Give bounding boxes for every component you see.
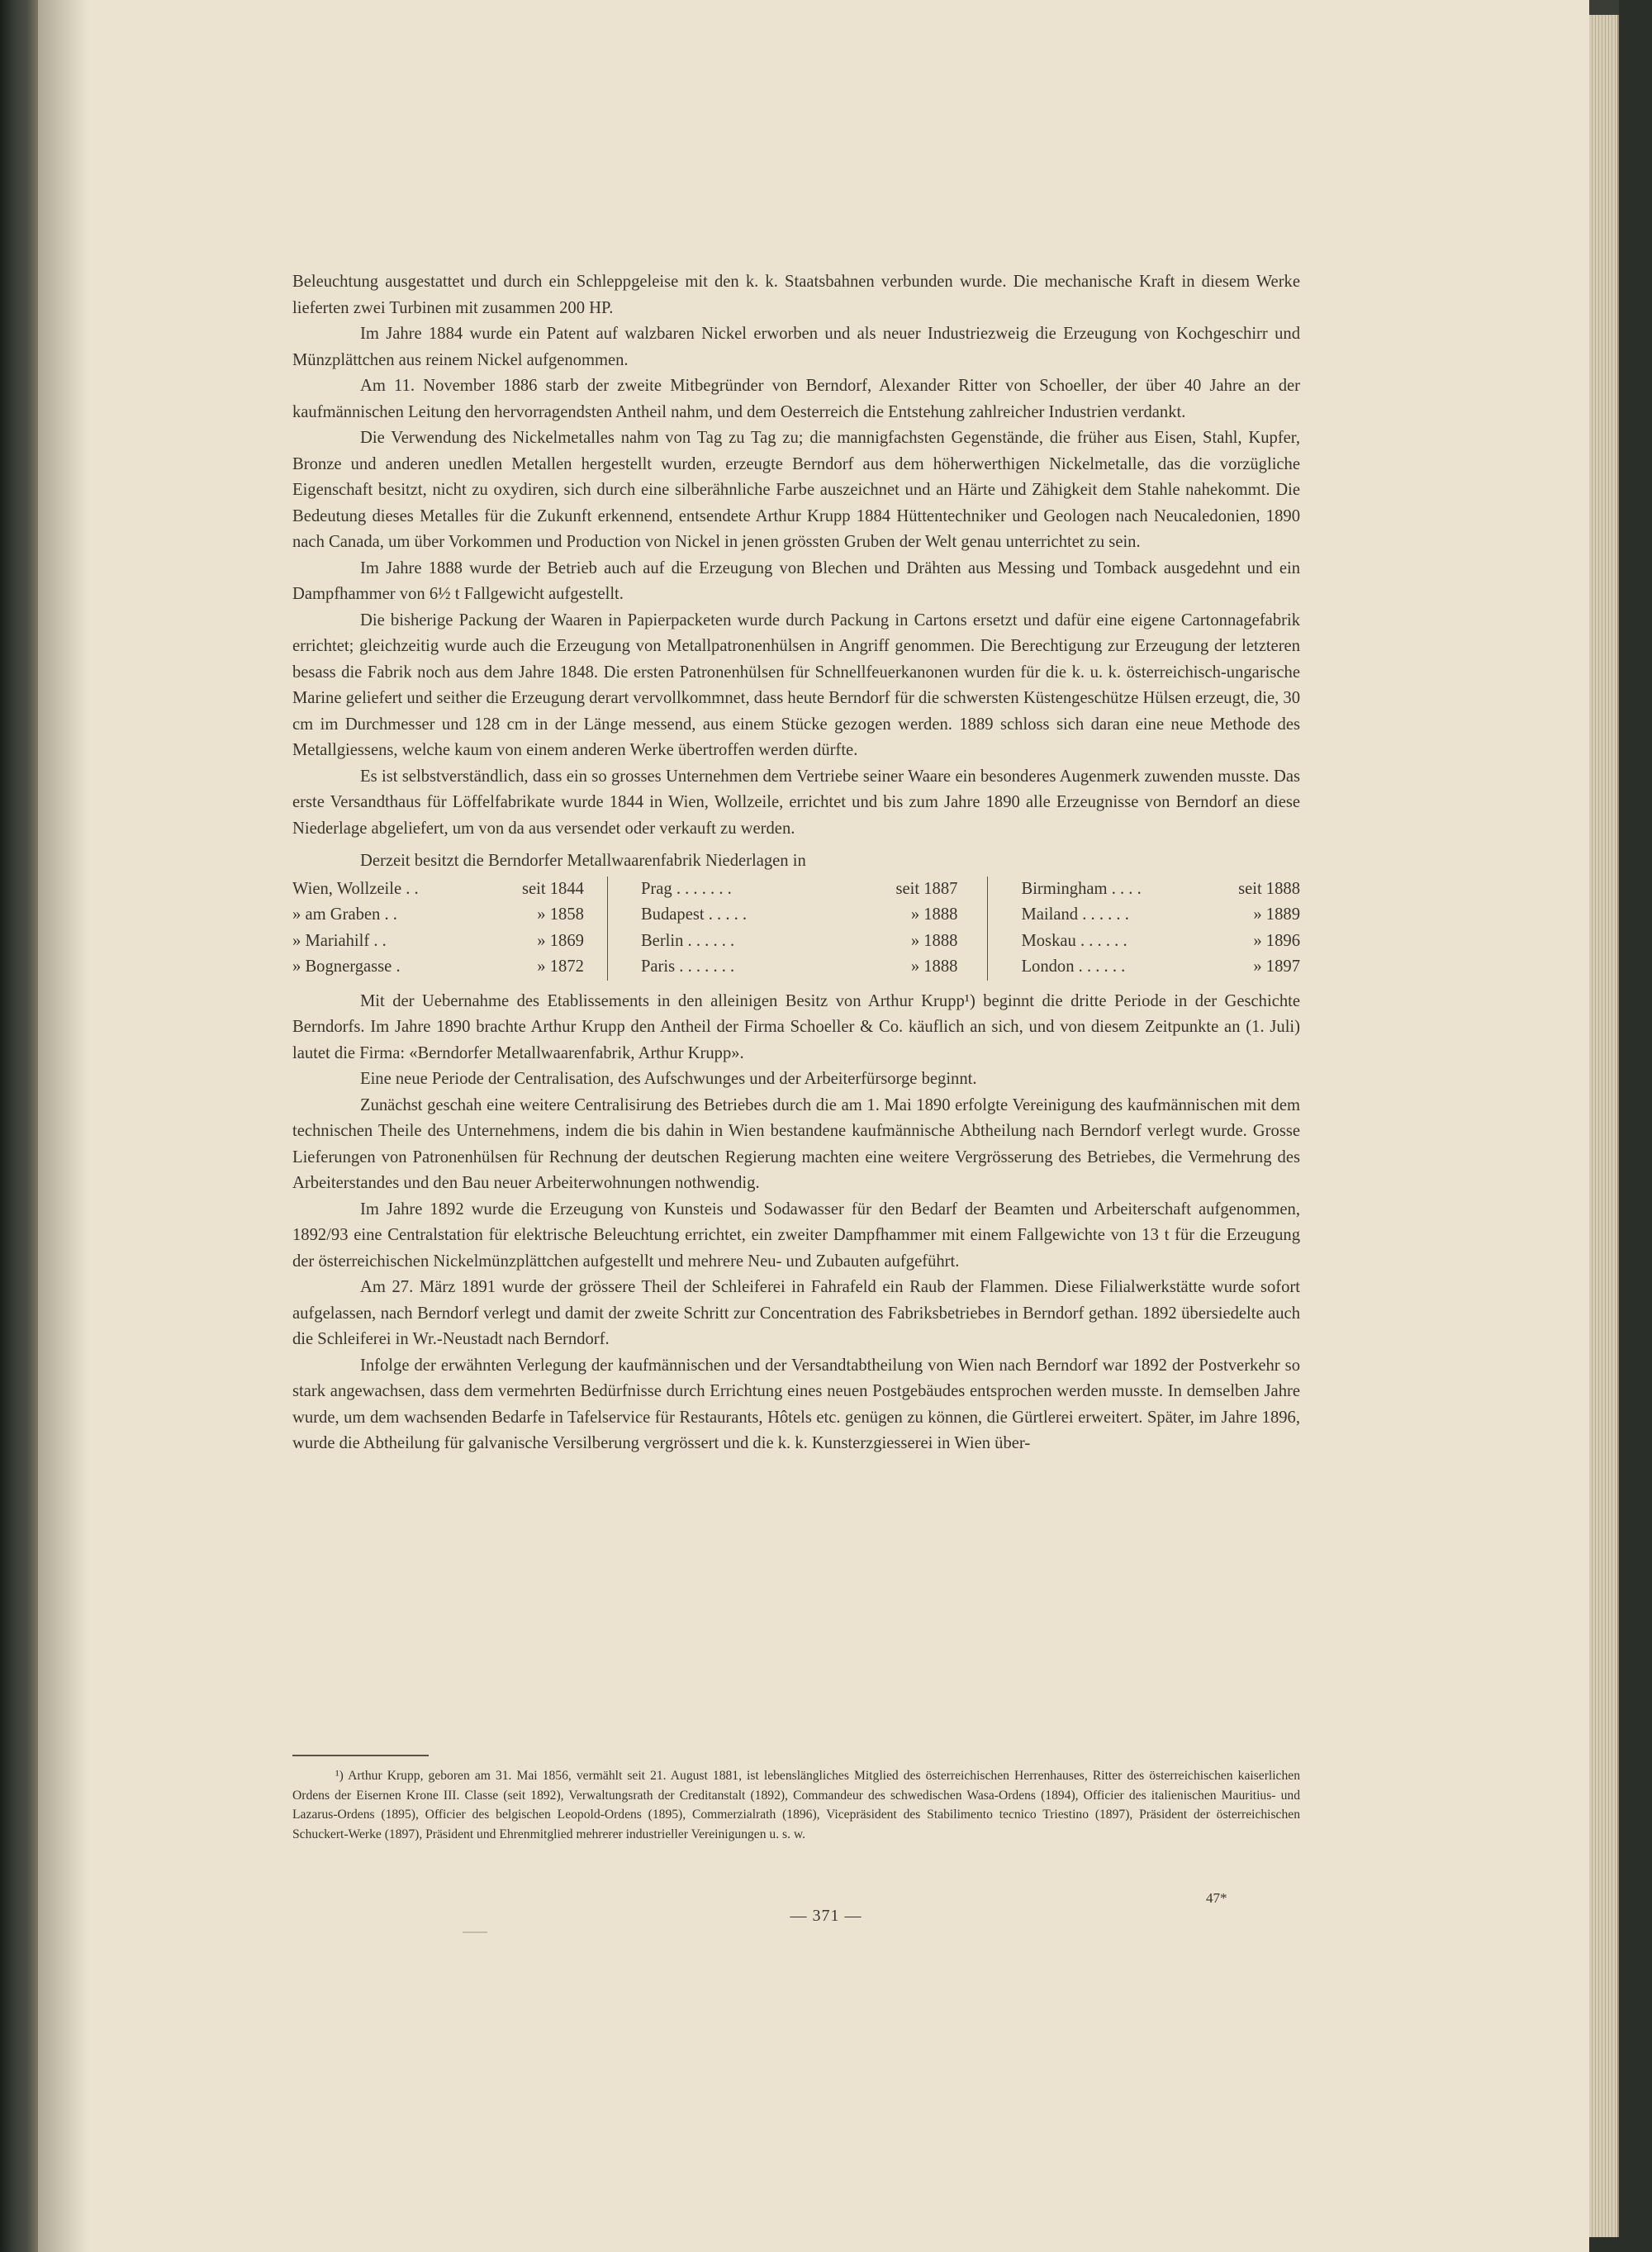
footnote-1: ¹) Arthur Krupp, geboren am 31. Mai 1856, vermählt seit 21. August 1881, ist lebenslängliches Mitglied des österreichischen Herrenhauses, Ritter des österreichischen kaiserlichen Ordens der Eisernen Krone III. Classe (seit 1892), Verwaltungsrath der Creditanstalt (1892), Commandeur des schwedischen Wasa-Ordens (1894), Officier des italienischen Mauritius- und Lazarus-Ordens (1895), Officier des belgischen Leopold-Ordens (1895), Commerzialrath (1896), Vicepräsident des Stabilimento tecnico Triestino (1897), Präsident der österreichischen Schuckert-Werke (1897), Präsident und Ehrenmitglied mehrerer industrieller Vereinigungen u. s. w.: [292, 1769, 1300, 1841]
niederlage-row: [641, 954, 988, 981]
paragraph: Am 11. November 1886 starb der zweite Mitbegründer von Berndorf, Alexander Ritter von Schoeller, der über 40 Jahre an der kaufmännischen Leitung den hervorragendsten Antheil nahm, und dem Oesterreich die Entstehung zahlreicher Industrien verdankt.: [292, 377, 1300, 421]
niederlage-row: [292, 877, 607, 903]
paragraph: Eine neue Periode der Centralisation, des Aufschwunges und der Arbeiterfürsorge beginnt.: [360, 1070, 977, 1088]
niederlage-city: Birmingham . . . .: [1021, 879, 1142, 898]
paragraph: Zunächst geschah eine weitere Centralisirung des Betriebes durch die am 1. Mai 1890 erfolgte Vereinigung des kaufmännischen mit dem technischen Theile des Unternehmens, indem die bis dahin in Wien bestandene kaufmännische Abtheilung nach Berndorf verlegt wurde. Grosse Lieferungen von Patronenhülsen für Rechnung der deutschen Regierung machten eine weitere Vergrösserung des Betriebes, die Vermehrung des Arbeiterstandes und den Bau neuer Arbeiterwohnungen nothwendig.: [292, 1095, 1300, 1192]
page-number: — 371 —: [790, 1907, 862, 1925]
niederlage-since: » 1888: [910, 957, 958, 976]
paragraph: Am 27. März 1891 wurde der grössere Theil der Schleiferei in Fahrafeld ein Raub der Flammen. Diese Filialwerkstätte wurde sofort aufgelassen, nach Berndorf verlegt und damit der zweite Schritt zur Concentration des Fabriksbetriebes in Berndorf gethan. 1892 übersiedelte auch die Schleiferei in Wr.-Neustadt nach Berndorf.: [292, 1278, 1300, 1348]
niederlage-since: » 1896: [1253, 931, 1300, 950]
paragraph: Im Jahre 1888 wurde der Betrieb auch auf die Erzeugung von Blechen und Drähten aus Messing und Tomback ausgedehnt und ein Dampfhammer von 6½ t Fallgewicht aufgestellt.: [292, 558, 1300, 603]
niederlagen-column-2: [607, 877, 988, 981]
paragraph: Im Jahre 1884 wurde ein Patent auf walzbaren Nickel erworben und als neuer Industriezweig die Erzeugung von Kochgeschirr und Münzplättchen aus reinem Nickel aufgenommen.: [292, 325, 1300, 369]
paragraph: Mit der Uebernahme des Etablissements in den alleinigen Besitz von Arthur Krupp¹) beginnt die dritte Periode in der Geschichte Berndorfs. Im Jahre 1890 brachte Arthur Krupp den Antheil der Firma Schoeller & Co. käuflich an sich, und von diesem Zeitpunkte an (1. Juli) lautet die Firma: «Berndorfer Metallwaarenfabrik, Arthur Krupp».: [292, 991, 1300, 1062]
niederlage-since: » 1872: [537, 957, 584, 976]
niederlage-row: [641, 929, 988, 955]
niederlage-row: [1021, 902, 1300, 929]
niederlage-since: » 1869: [537, 931, 584, 950]
niederlage-row: [1021, 954, 1300, 981]
paragraphs-after-table: [292, 989, 1300, 1457]
page-edges-top: [1589, 0, 1619, 15]
niederlage-city: Moskau . . . . . .: [1021, 931, 1127, 950]
niederlage-since: » 1888: [910, 931, 958, 950]
niederlage-row: [292, 954, 607, 981]
niederlage-since: » 1897: [1253, 957, 1300, 976]
niederlage-since: » 1858: [537, 905, 584, 924]
signature-mark: 47*: [1206, 1890, 1227, 1906]
niederlage-city: Paris . . . . . . .: [640, 957, 735, 976]
niederlage-row: [292, 929, 607, 955]
niederlagen-column-3: [987, 877, 1300, 981]
niederlage-city: » Mariahilf . .: [292, 931, 387, 950]
niederlage-row: [1021, 877, 1300, 903]
niederlage-since: seit 1887: [895, 879, 958, 898]
niederlage-city: Budapest . . . . .: [640, 905, 748, 924]
niederlage-city: Berlin . . . . . .: [640, 931, 735, 950]
niederlage-since: seit 1888: [1238, 879, 1300, 898]
niederlage-since: » 1889: [1253, 905, 1300, 924]
page-edges: [1589, 15, 1619, 2237]
table-intro: Derzeit besitzt die Berndorfer Metallwaarenfabrik Niederlagen in: [360, 852, 806, 870]
niederlage-city: » Bognergasse .: [292, 957, 401, 976]
main-text: [292, 269, 1300, 1457]
footnotes: [292, 1751, 1300, 1844]
niederlage-since: seit 1844: [522, 879, 584, 898]
paragraphs-before-table: [292, 269, 1300, 842]
niederlage-row: [641, 902, 988, 929]
niederlage-city: Wien, Wollzeile . .: [292, 879, 419, 898]
paper-mark: [463, 1931, 487, 1933]
paragraph: Es ist selbstverständlich, dass ein so grosses Unternehmen dem Vertriebe seiner Waare ein besonderes Augenmerk zuwenden musste. Das erste Versandthaus für Löffelfabrikate wurde 1844 in Wien, Wollzeile, errichtet und bis zum Jahre 1890 alle Erzeugnisse von Berndorf an diese Niederlage abgeliefert, um von da aus versendet oder verkauft zu werden.: [292, 767, 1300, 838]
niederlage-city: Mailand . . . . . .: [1021, 905, 1129, 924]
niederlage-city: London . . . . . .: [1021, 957, 1126, 976]
paragraph: Im Jahre 1892 wurde die Erzeugung von Kunsteis und Sodawasser für den Bedarf der Beamten und Arbeiterschaft aufgenommen, 1892/93 eine Centralstation für elektrische Beleuchtung errichtet, ein zweiter Dampfhammer mit einem Fallgewichte von 13 t für die Erzeugung der österreichischen Nickelmünzplättchen aufgestellt und mehrere Neu- und Zubauten aufgeführt.: [292, 1200, 1300, 1271]
niederlage-city: » am Graben . .: [292, 905, 397, 924]
niederlage-since: » 1888: [910, 905, 958, 924]
niederlagen-table: [292, 877, 1300, 981]
niederlage-row: [292, 902, 607, 929]
niederlagen-column-1: [292, 877, 607, 981]
paragraph: Die Verwendung des Nickelmetalles nahm von Tag zu Tag zu; die mannigfachsten Gegenstände, die früher aus Eisen, Stahl, Kupfer, Bronze und anderen unedlen Metallen hergestellt wurden, erzeugte Berndorf aus dem höherwerthigen Nickelmetalle, das die vorzügliche Eigenschaft besitzt, nicht zu oxydiren, sich durch eine silberähnliche Farbe auszeichnet und an Härte und Zähigkeit dem Stahle nahekommt. Die Bedeutung dieses Metalles für die Zukunft erkennend, entsendete Arthur Krupp 1884 Hüttentechniker und Geologen nach Neucaledonien, 1890 nach Canada, um über Vorkommen und Production von Nickel in jenen grössten Gruben der Welt genau unterrichtet zu sein.: [292, 429, 1300, 551]
niederlage-row: [1021, 929, 1300, 955]
paragraph: Infolge der erwähnten Verlegung der kaufmännischen und der Versandtabtheilung von Wien nach Berndorf war 1892 der Postverkehr so stark angewachsen, dass dem vermehrten Bedürfnisse durch Errichtung eines neuen Postgebäudes entsprochen werden musste. In demselben Jahre wurde, um dem wachsenden Bedarfe in Tafelservice für Restaurants, Hôtels etc. genügen zu können, die Gürtlerei erweitert. Später, im Jahre 1896, wurde die Abtheilung für galvanische Versilberung vergrössert und die k. k. Kunsterzgiesserei in Wien über-: [292, 1356, 1300, 1452]
paragraph: Beleuchtung ausgestattet und durch ein Schleppgeleise mit den k. k. Staatsbahnen verbunden wurde. Die mechanische Kraft in diesem Werke lieferten zwei Turbinen mit zusammen 200 HP.: [292, 273, 1300, 317]
niederlage-row: [641, 877, 988, 903]
paragraph: Die bisherige Packung der Waaren in Papierpacketen wurde durch Packung in Cartons ersetzt und dafür eine eigene Cartonnagefabrik errichtet; gleichzeitig wurde auch die Erzeugung von Metallpatronenhülsen in Angriff genommen. Die Berechtigung zur Erzeugung der letzteren besass die Fabrik noch aus dem Jahre 1848. Die ersten Patronenhülsen für Schnellfeuerkanonen wurden für die k. u. k. österreichisch-ungarische Marine geliefert und seither die Erzeugung derart vervollkommnet, dass heute Berndorf für die schwersten Küstengeschütze Hülsen erzeugt, die, 30 cm im Durchmesser und 128 cm in der Länge messend, aus einem Stücke gezogen werden. 1889 schloss sich daran eine neue Methode des Metallgiessens, welche kaum von einem anderen Werke übertroffen werden dürfte.: [292, 611, 1300, 759]
niederlage-city: Prag . . . . . . .: [640, 879, 732, 898]
